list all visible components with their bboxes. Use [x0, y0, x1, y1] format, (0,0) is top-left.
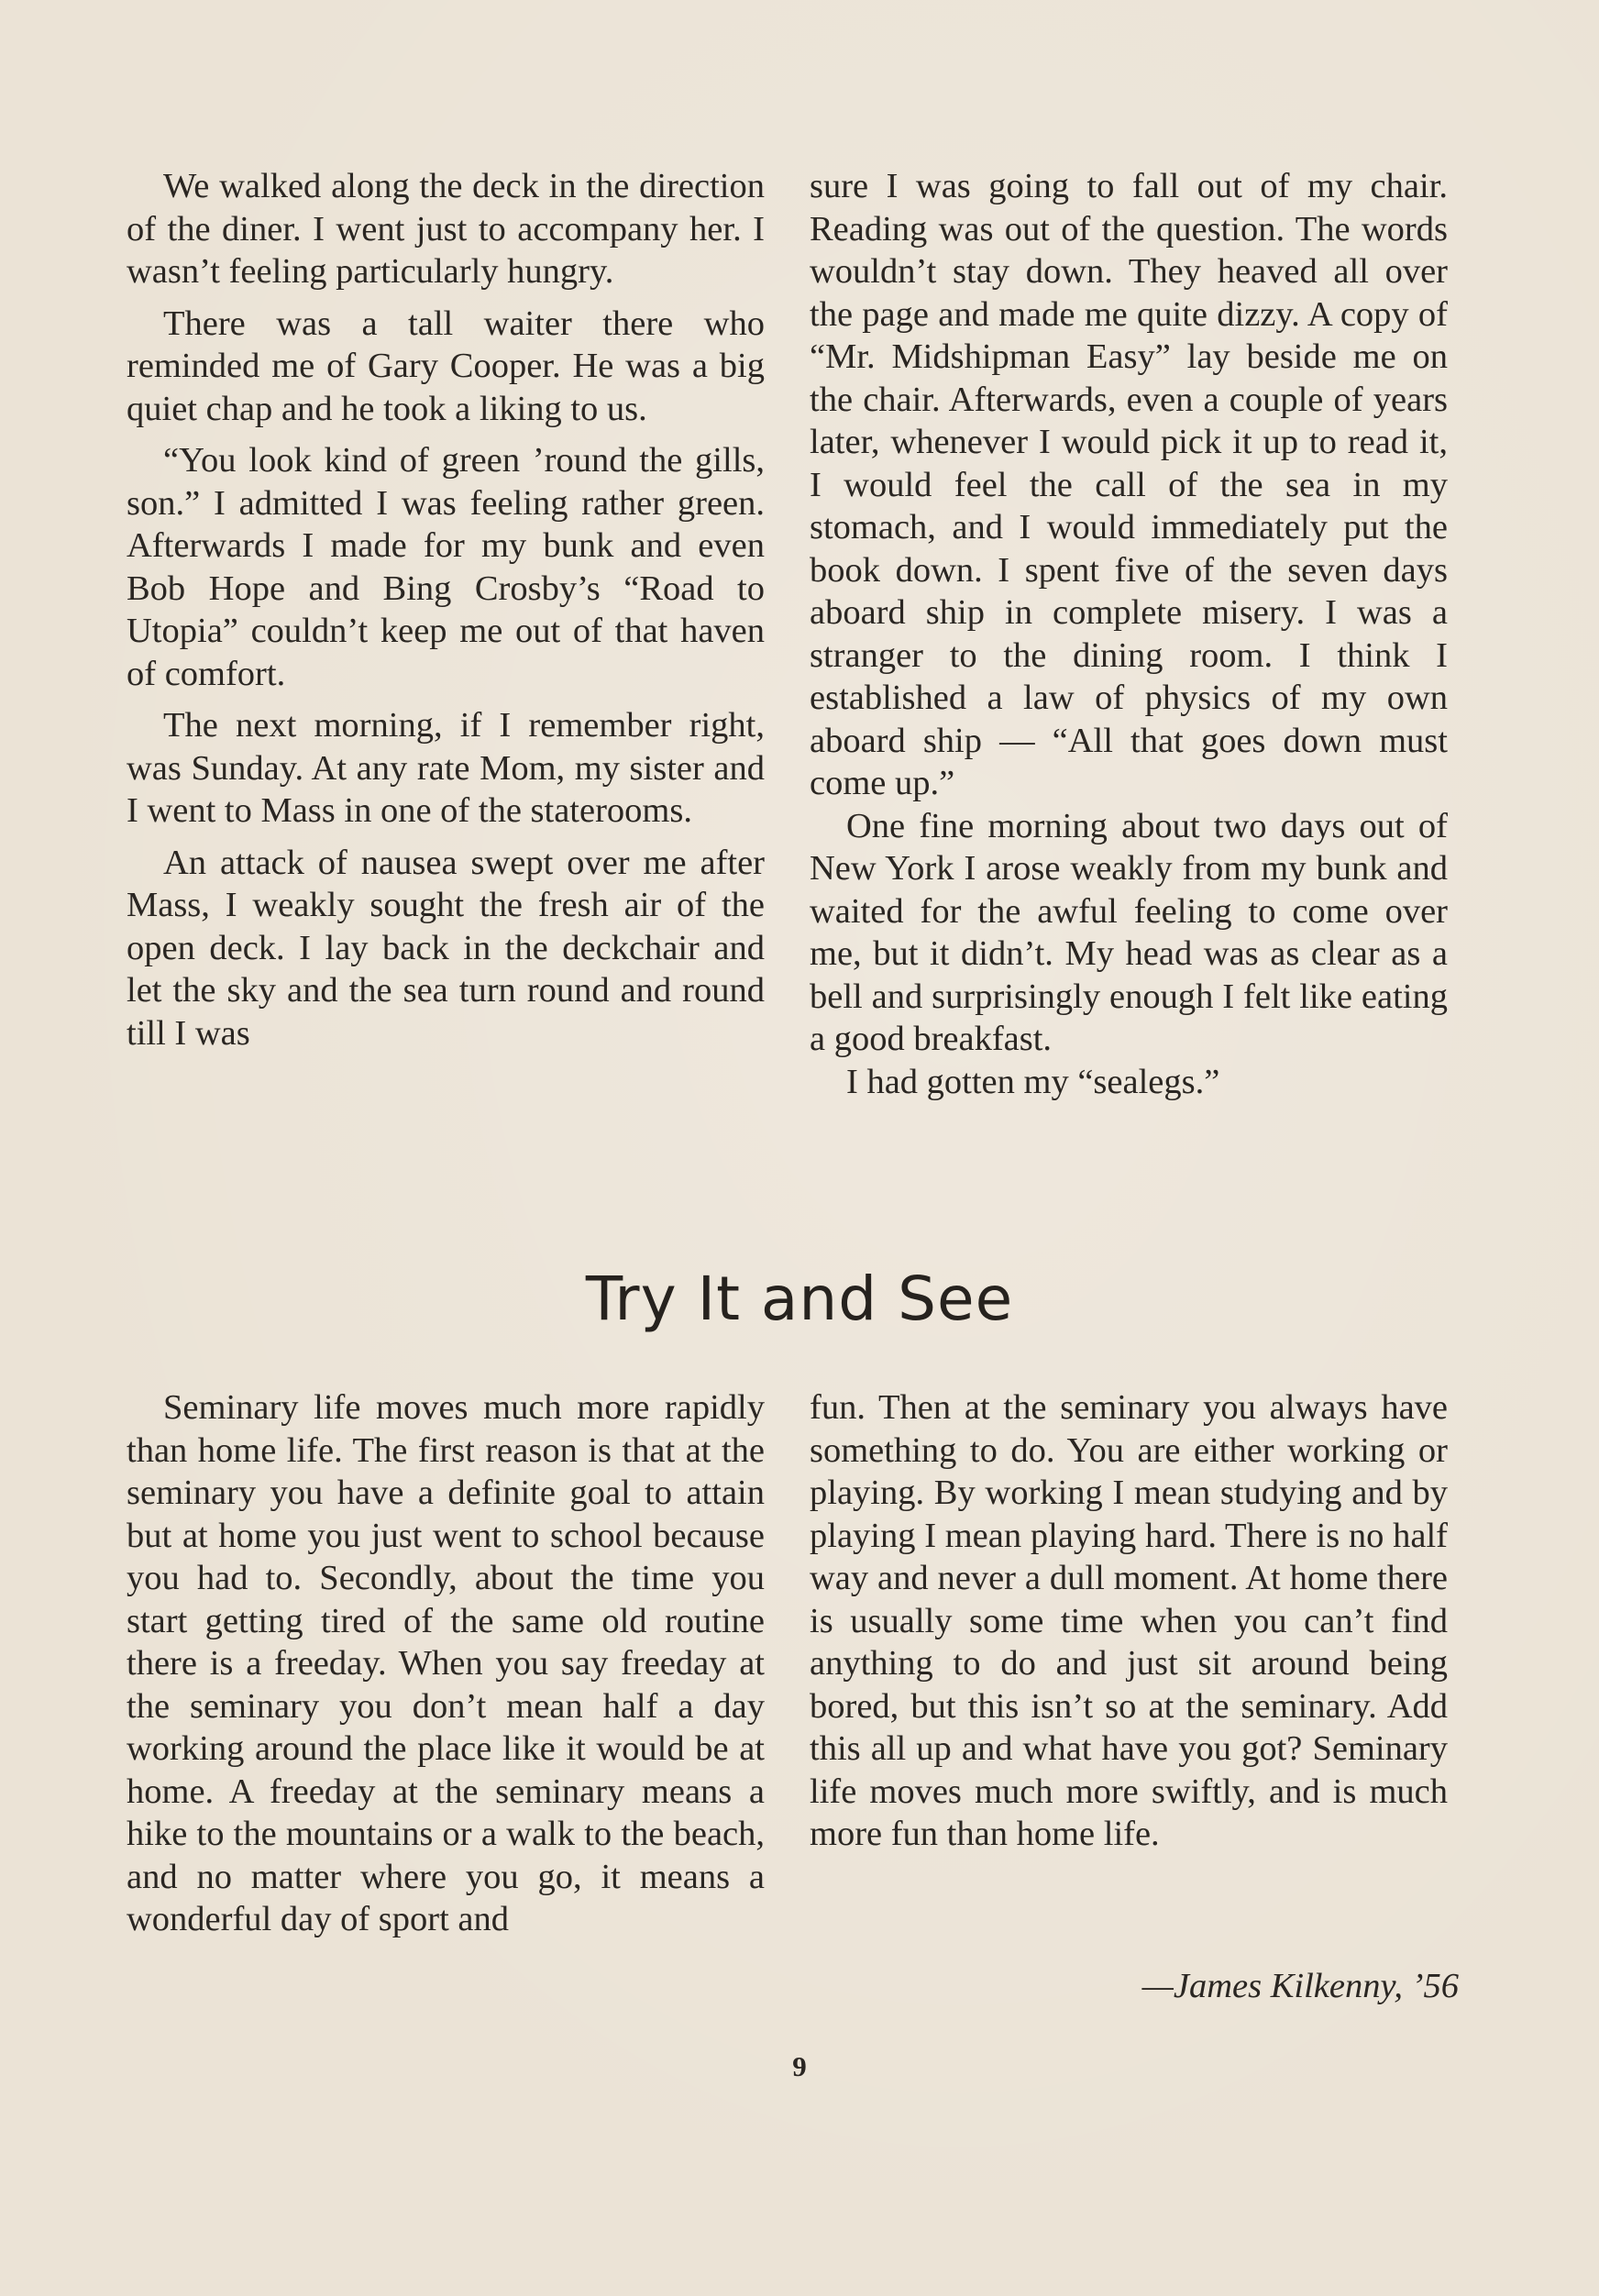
paragraph: “You look kind of green ’round the gills, son.” I admitted I was feeling rather green. Afterwards I made for my bunk and even Bob Hope and Bing Crosby’s “Road to Utopia” couldn’t keep me out of that haven of comfort. [127, 441, 765, 693]
page-number: 9 [792, 2050, 807, 2082]
author-signature: —James Kilkenny, ’56 [1141, 1967, 1459, 2005]
paragraph: Seminary life moves much more rapidly than home life. The first reason is that at the seminary you have a definite goal to attain but at home you just went to school because you had to. Secondly, about the time you start getting tired of the same old routine there is a freeday. When you say freeday at the seminary you don’t mean half a day working around the place like it would be at home. A freeday at the seminary means a hike to the mountains or a walk to the beach, and no matter where you go, it means a wonderful day of sport and [127, 1388, 765, 1938]
article-left-column [127, 1386, 765, 1941]
paragraph: I had gotten my “sealegs.” [846, 1062, 1220, 1101]
paragraph: An attack of nausea swept over me after Mass, I weakly sought the fresh air of the open deck. I lay back in the deckchair and let the sky and the sea turn round and round till I was [127, 843, 765, 1053]
continued-story-left-column [127, 165, 765, 1054]
paragraph: There was a tall waiter there who reminded me of Gary Cooper. He was a big quiet chap and he took a liking to us. [127, 304, 765, 428]
article-right-column [810, 1386, 1448, 1856]
paragraph: We walked along the deck in the direction of the diner. I went just to accompany her. I wasn’t feeling particularly hungry. [127, 167, 765, 291]
paragraph: fun. Then at the seminary you always have something to do. You are either working or playing. By working I mean studying and by playing I mean playing hard. There is no half way and never a dull moment. At home there is usually some time when you can’t find anything to do and just sit around being bored, but this isn’t so at the seminary. Add this all up and what have you got? Seminary life moves much more swiftly, and is much more fun than home life. [810, 1388, 1448, 1853]
paragraph: One fine morning about two days out of New York I arose weakly from my bunk and waited for the awful feeling to come over me, but it didn’t. My head was as clear as a bell and surprisingly enough I felt like eating a good breakfast. [810, 806, 1448, 1058]
paragraph: The next morning, if I remember right, was Sunday. At any rate Mom, my sister and I went to Mass in one of the staterooms. [127, 706, 765, 830]
paragraph: sure I was going to fall out of my chair. Reading was out of the question. The words wouldn’t stay down. They heaved all over the page and made me quite dizzy. A copy of “Mr. Midshipman Easy” lay beside me on the chair. Afterwards, even a couple of years later, whenever I would pick it up to read it, I would feel the call of the sea in my stomach, and I would immediately put the book down. I spent five of the seven days aboard ship in complete misery. I was a stranger to the dining room. I think I established a law of physics of my own aboard ship — “All that goes down must come up.” [810, 167, 1448, 802]
article-title: Try It and See [585, 1264, 1014, 1334]
continued-story-right-column [810, 165, 1448, 1103]
